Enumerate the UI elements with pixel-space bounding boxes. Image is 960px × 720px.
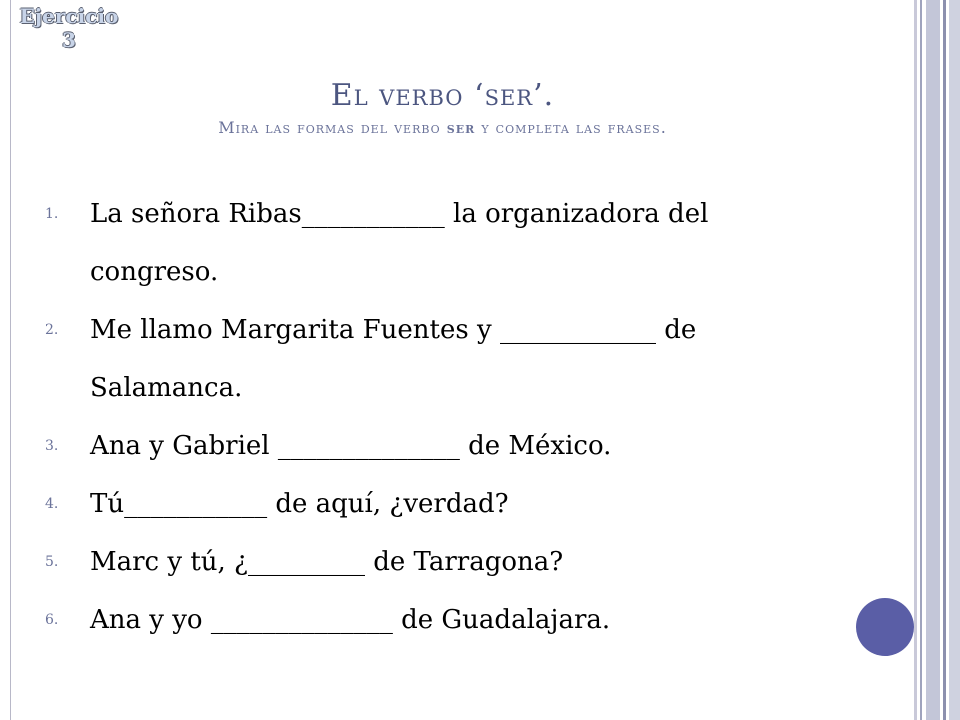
exercise-item-5 [42, 533, 842, 591]
exercise-list [42, 185, 842, 649]
exercise-item-2 [42, 301, 842, 417]
item-line: La señora Ribas___________ la organizadora del [90, 199, 709, 229]
exercise-item-4 [42, 475, 842, 533]
item-number: 6. [45, 612, 59, 628]
item-number: 1. [45, 206, 59, 222]
subtitle-after: y completa las frases. [475, 118, 667, 137]
exercise-label-word: Ejercicio [19, 4, 119, 28]
item-line: congreso. [90, 257, 219, 287]
item-line: Ana y Gabriel ______________ de México. [90, 431, 612, 461]
item-line: Marc y tú, ¿_________ de Tarragona? [90, 547, 564, 577]
item-line: Salamanca. [90, 373, 243, 403]
decorative-circle [856, 598, 914, 656]
item-number: 2. [45, 322, 59, 338]
item-number: 4. [45, 496, 59, 512]
exercise-item-3 [42, 417, 842, 475]
exercise-item-1 [42, 185, 842, 301]
exercise-label [10, 4, 128, 52]
item-number: 5. [45, 554, 59, 570]
decorative-stripes [914, 0, 960, 720]
subtitle-before: Mira las formas del verbo [218, 118, 447, 137]
slide-subtitle [0, 118, 885, 138]
subtitle-emphasis: ser [446, 118, 476, 137]
item-number: 3. [45, 438, 59, 454]
item-line: Tú___________ de aquí, ¿verdad? [90, 489, 509, 519]
item-line: Me llamo Margarita Fuentes y ____________ de [90, 315, 697, 345]
item-line: Ana y yo ______________ de Guadalajara. [90, 605, 611, 635]
slide-title: El verbo ‘ser’. [330, 78, 555, 113]
exercise-label-number: 3 [62, 28, 76, 52]
exercise-item-6 [42, 591, 842, 649]
